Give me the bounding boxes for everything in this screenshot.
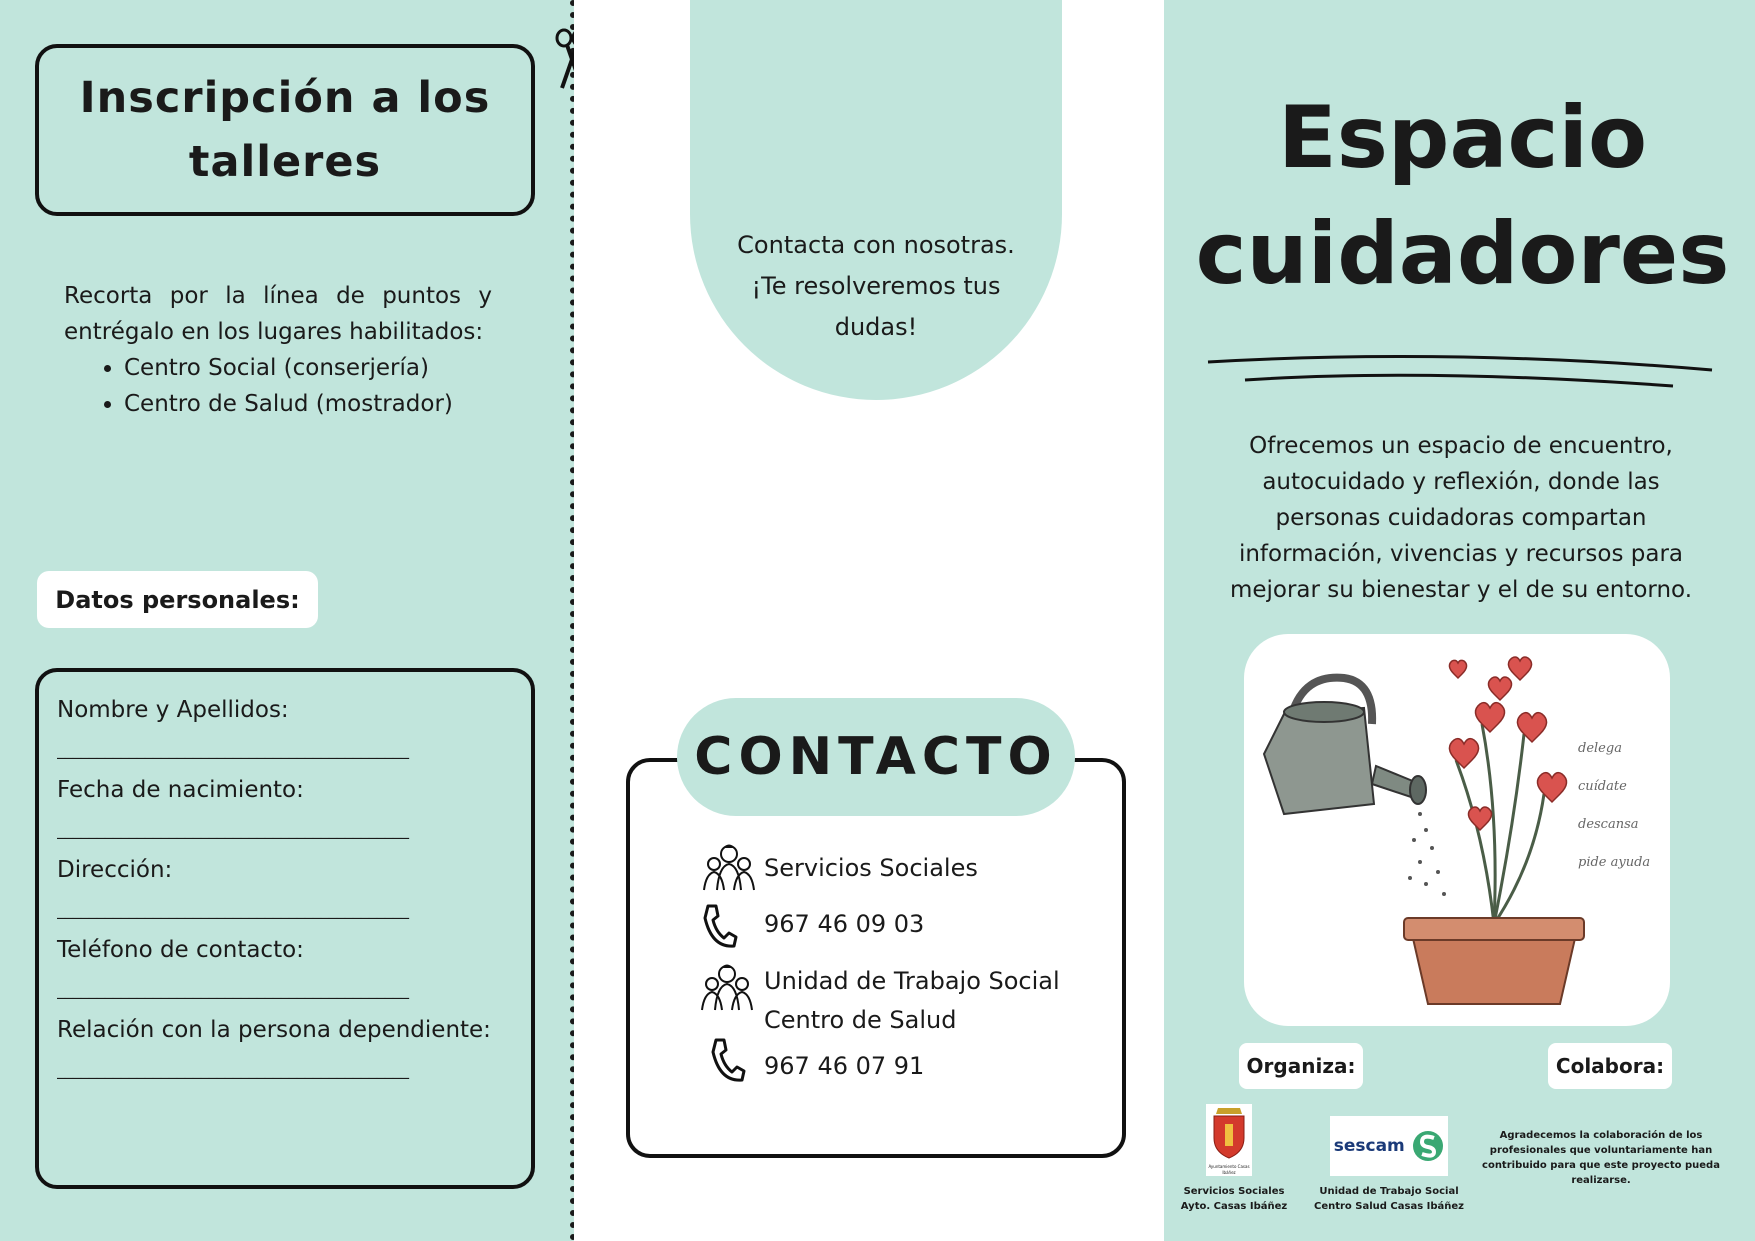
registration-title: Inscripción a los talleres — [79, 73, 491, 187]
left-panel — [0, 0, 574, 1241]
logo2-caption — [1308, 1184, 1470, 1214]
field-name-label: Nombre y Apellidos: — [57, 697, 289, 723]
word-pide-ayuda: pide ayuda — [1578, 855, 1651, 870]
description: Ofrecemos un espacio de encuentro, autocuidado y reflexión, donde las personas cuidadoras compartan información, vivencias y recursos para mejorar su bienestar y el de su entorno. — [1229, 433, 1693, 603]
ayuntamiento-logo-text: Ayuntamiento Casas Ibáñez — [1208, 1164, 1250, 1175]
field-phone-line[interactable]: ____________________________________________ — [57, 980, 409, 999]
contact-title: CONTACTO — [677, 698, 1075, 816]
watering-can-heart-plant-image — [1244, 634, 1670, 1026]
contact-1-name: Servicios Sociales — [764, 854, 978, 882]
field-phone-label: Teléfono de contacto: — [57, 937, 304, 963]
logo1-caption-line2: Ayto. Casas Ibáñez — [1180, 1201, 1288, 1212]
place-item: • Centro de Salud (mostrador) — [124, 386, 492, 422]
field-birthdate-line[interactable]: ____________________________________________ — [57, 820, 409, 839]
word-descansa: descansa — [1578, 817, 1639, 832]
sescam-logo — [1330, 1116, 1448, 1176]
thanks-text: Agradecemos la colaboración de los profesionales que voluntariamente han contribuido para que este proyecto pueda realizarse. — [1482, 1130, 1720, 1186]
sescam-logo-text: sescam — [1333, 1136, 1405, 1156]
logo2-caption-line1: Unidad de Trabajo Social — [1319, 1186, 1459, 1197]
logo2-caption-line2: Centro Salud Casas Ibáñez — [1313, 1201, 1464, 1212]
place-item: • Centro Social (conserjería) — [124, 350, 492, 386]
instructions-text: Recorta por la línea de puntos y entrégalo en los lugares habilitados: — [64, 283, 492, 345]
sescam-s-icon — [1412, 1126, 1444, 1166]
field-address-line[interactable]: ____________________________________________ — [57, 900, 409, 919]
field-birthdate-label: Fecha de nacimiento: — [57, 777, 304, 803]
word-delega: delega — [1578, 741, 1622, 756]
personal-data-form — [35, 668, 535, 1189]
contact-1-phone[interactable]: 967 46 09 03 — [764, 910, 925, 938]
instructions — [64, 278, 492, 422]
contact-2-name-line1: Unidad de Trabajo Social — [764, 967, 1060, 995]
group-people-icon — [702, 842, 756, 892]
group-people-icon — [700, 962, 754, 1012]
word-cuidate: cuídate — [1578, 779, 1627, 794]
field-address-label: Dirección: — [57, 857, 173, 883]
places-list — [64, 350, 492, 422]
field-relation-label: Relación con la persona dependiente: — [57, 1017, 491, 1043]
contact-2-name-line2: Centro de Salud — [764, 1006, 957, 1034]
organiza-label: Organiza: — [1239, 1043, 1363, 1089]
logo1-caption-line1: Servicios Sociales — [1183, 1186, 1285, 1197]
main-title — [1170, 80, 1755, 312]
contact-box — [626, 758, 1126, 1158]
field-name-line[interactable]: ____________________________________________ — [57, 740, 409, 759]
colabora-label: Colabora: — [1548, 1043, 1672, 1089]
phone-icon — [702, 904, 738, 950]
contact-invite-text: Contacta con nosotras. ¡Te resolveremos tus dudas! — [737, 231, 1015, 341]
title-underline-strokes — [1205, 348, 1715, 388]
main-title-line1: Espacio — [1277, 88, 1648, 188]
logo1-caption — [1172, 1184, 1296, 1214]
field-relation-line[interactable]: ____________________________________________ — [57, 1060, 409, 1079]
watering-can-illustration — [1244, 634, 1670, 1026]
phone-icon — [710, 1038, 746, 1084]
personal-data-label: Datos personales: — [37, 571, 318, 628]
coat-of-arms-icon — [1206, 1104, 1252, 1160]
ayuntamiento-logo — [1206, 1104, 1252, 1176]
main-title-line2: cuidadores — [1195, 204, 1730, 304]
contact-2-phone[interactable]: 967 46 07 91 — [764, 1052, 925, 1080]
registration-title-box — [35, 44, 535, 216]
